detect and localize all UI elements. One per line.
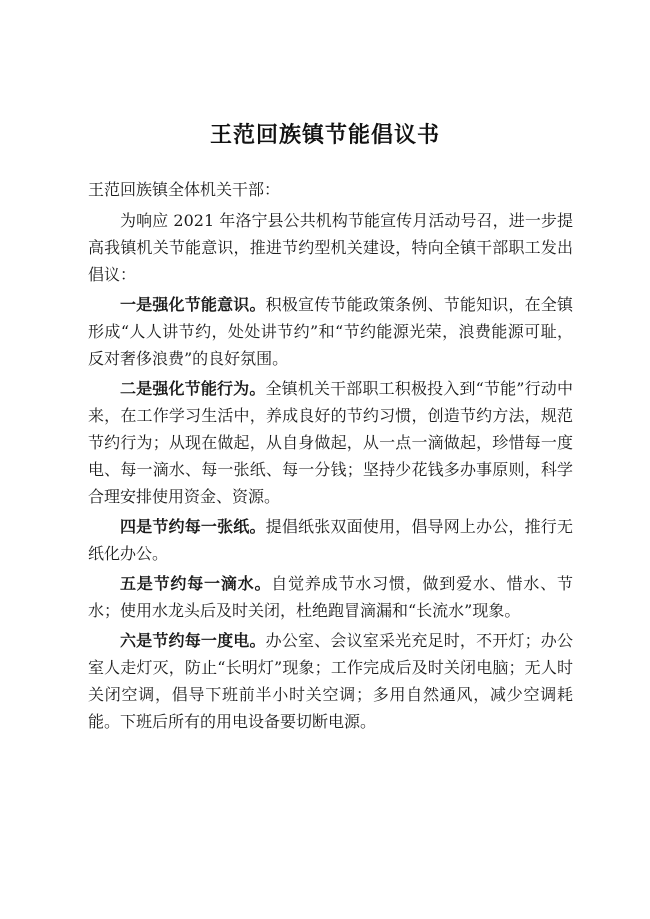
item-text: 全镇机关干部职工积极投入到“节能”行动中来，在工作学习生活中，养成良好的节约习惯，创造节约方法，规范节约行为；从现在做起，从自身做起，从一点一滴做起，珍惜每一度电、每一滴水、每一张纸、每一分钱；坚持少花钱多办事原则，科学合理安排使用资金、资源。 xyxy=(88,379,573,506)
item-lead: 六是节约每一度电。 xyxy=(120,631,266,650)
item-lead: 五是节约每一滴水。 xyxy=(120,574,272,593)
item-paragraph-5 xyxy=(88,570,573,624)
salutation: 王范回族镇全体机关干部： xyxy=(88,180,281,199)
item-text: 办公室、会议室采光充足时，不开灯；办公室人走灯灭，防止“长明灯”现象；工作完成后及时关闭电脑；无人时关闭空调，倡导下班前半小时关空调；多用自然通风，减少空调耗能。下班后所有的用电设备要切断电源。 xyxy=(88,631,573,731)
item-paragraph-4 xyxy=(88,513,573,567)
item-lead: 一是强化节能意识。 xyxy=(120,295,266,314)
document-body xyxy=(88,176,573,738)
item-text: 自觉养成节水习惯，做到爱水、惜水、节水；使用水龙头后及时关闭，杜绝跑冒滴漏和“长流水”现象。 xyxy=(88,574,573,620)
document-title: 王范回族镇节能倡议书 xyxy=(209,123,440,148)
item-text: 积极宣传节能政策条例、节能知识，在全镇形成“人人讲节约，处处讲节约”和“节约能源光荣，浪费能源可耻，反对奢侈浪费”的良好氛围。 xyxy=(88,295,573,368)
item-lead: 四是节约每一张纸。 xyxy=(120,517,266,536)
item-lead: 二是强化节能行为。 xyxy=(120,379,266,398)
item-paragraph-1 xyxy=(88,291,573,372)
item-paragraph-2 xyxy=(88,375,573,510)
item-paragraph-6 xyxy=(88,627,573,735)
item-text: 提倡纸张双面使用，倡导网上办公，推行无纸化办公。 xyxy=(88,517,573,563)
intro-paragraph: 为响应 2021 年洛宁县公共机构节能宣传月活动号召，进一步提高我镇机关节能意识，推进节约型机关建设，特向全镇干部职工发出倡议： xyxy=(88,211,573,284)
